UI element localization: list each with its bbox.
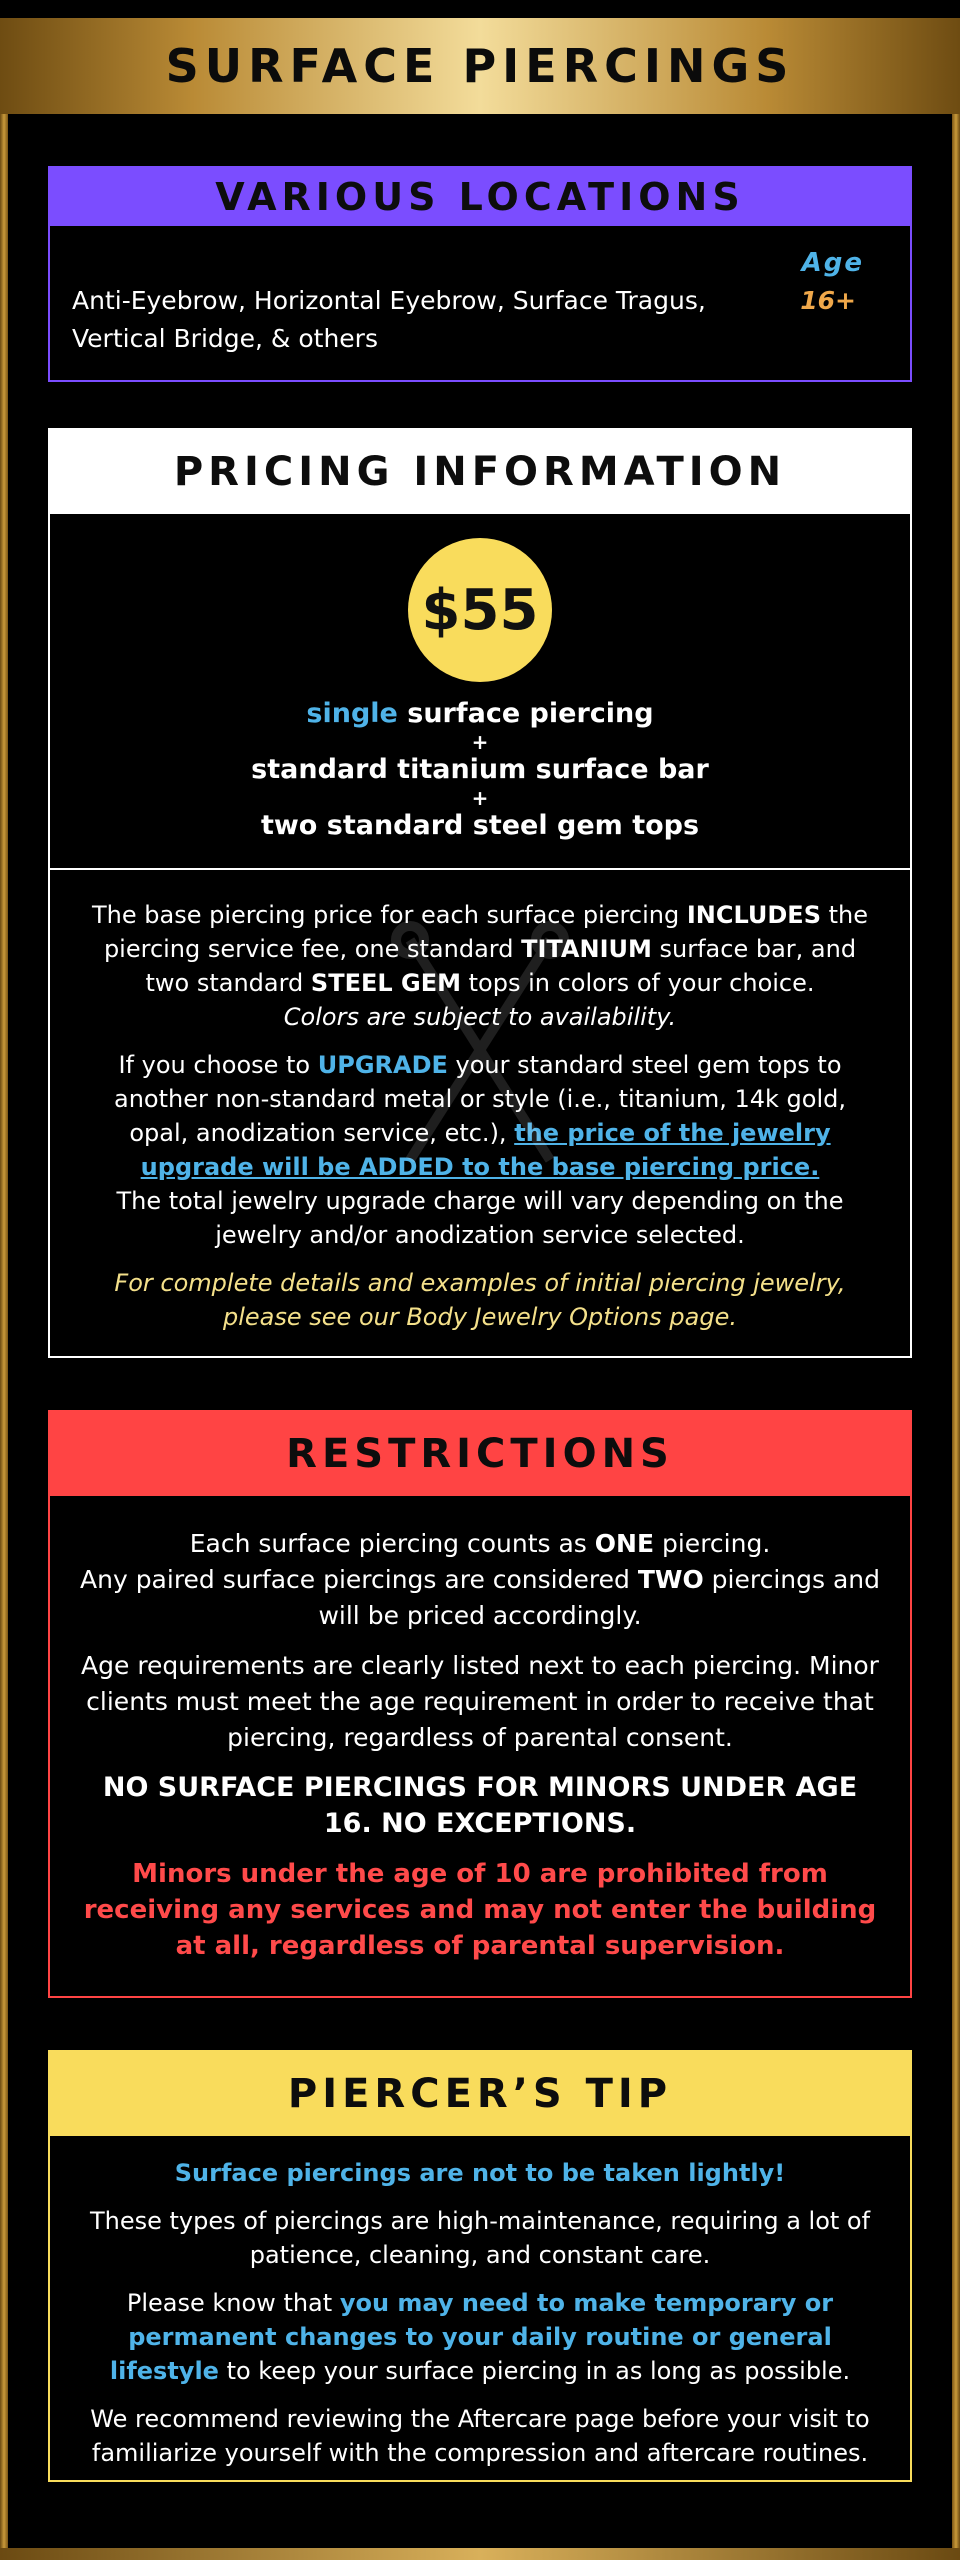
- combo-line-2: standard titanium surface bar: [251, 754, 709, 785]
- piercers-tip-section: [48, 2050, 912, 2482]
- r1-text-d: piercings and will be priced accordingly.: [318, 1565, 880, 1630]
- restrictions-title: RESTRICTIONS: [50, 1412, 910, 1496]
- p1-includes: INCLUDES: [686, 901, 821, 929]
- restrictions-paragraph-2: Age requirements are clearly listed next to each piercing. Minor clients must meet the age requirement in order to receive that piercing, regardless of parental consent.: [81, 1651, 879, 1752]
- restrictions-no-minors: NO SURFACE PIERCINGS FOR MINORS UNDER AGE 16. NO EXCEPTIONS.: [102, 1772, 858, 1839]
- locations-line-1: Anti-Eyebrow, Horizontal Eyebrow, Surface Tragus,: [72, 286, 706, 315]
- r1-text-b: piercing.: [654, 1529, 771, 1558]
- price-badge: $55: [408, 538, 552, 682]
- combo-single: single: [306, 698, 398, 729]
- tip-p2-highlight: you may need to make temporary or permanent changes to your daily routine or general lifestyle: [109, 2289, 834, 2385]
- tip-paragraph-2: [80, 2286, 880, 2388]
- tip-p2-text-b: to keep your surface piercing in as long as possible.: [218, 2357, 851, 2385]
- locations-section: [48, 166, 912, 382]
- p1-text-a: The base piercing price for each surface piercing: [92, 901, 687, 929]
- p2-text-a: If you choose to: [118, 1051, 318, 1079]
- watermark-logo-icon: [380, 920, 580, 1180]
- tip-paragraph-3: We recommend reviewing the Aftercare page before your visit to familiarize yourself with the compression and aftercare routines.: [90, 2405, 870, 2467]
- p2-upgrade: UPGRADE: [317, 1051, 448, 1079]
- tip-body: [50, 2136, 910, 2470]
- p1-steel-gem: STEEL GEM: [310, 969, 461, 997]
- combo-plus-1: +: [471, 730, 489, 754]
- tip-paragraph-1: These types of piercings are high-maintenance, requiring a lot of patience, cleaning, and constant care.: [89, 2207, 871, 2269]
- age-label: Age: [801, 248, 864, 278]
- restrictions-paragraph-1: [80, 1526, 880, 1634]
- pricing-title: PRICING INFORMATION: [50, 430, 910, 514]
- p1-text-c: surface bar, and two standard: [145, 935, 857, 997]
- locations-body: [50, 226, 910, 380]
- r1-one: ONE: [594, 1529, 655, 1558]
- r1-two: TWO: [637, 1565, 704, 1594]
- combo-plus-2: +: [471, 786, 489, 810]
- bottom-bar: [0, 2548, 960, 2560]
- r1-text-a: Each surface piercing counts as: [189, 1529, 595, 1558]
- tip-p2-text-a: Please know that: [126, 2289, 340, 2317]
- jewelry-upgrade-link[interactable]: the price of the jewelry upgrade will be ADDED to the base piercing price.: [140, 1119, 831, 1181]
- combo-line-1: [50, 694, 910, 734]
- combo-line-1-rest: surface piercing: [397, 698, 654, 729]
- pricing-section: [48, 428, 912, 1358]
- page-title: SURFACE PIERCINGS: [165, 39, 795, 93]
- restrictions-under-10: Minors under the age of 10 are prohibited from receiving any services and may not enter the building at all, regardless of parental supervision.: [83, 1859, 877, 1961]
- restrictions-body: [50, 1496, 910, 1964]
- restrictions-section: [48, 1410, 912, 1998]
- p2-text-c: The total jewelry upgrade charge will vary depending on the jewelry and/or anodization service selected.: [116, 1187, 844, 1249]
- p2-text-b: your standard steel gem tops to another non-standard metal or style (i.e., titanium, 14k gold, opal, anodization service, etc.),: [114, 1051, 846, 1147]
- tip-title: PIERCER’S TIP: [50, 2052, 910, 2136]
- price-summary: [50, 514, 910, 870]
- p1-availability-note: Colors are subject to availability.: [283, 1003, 677, 1031]
- locations-list: [72, 282, 772, 358]
- jewelry-options-note: For complete details and examples of initial piercing jewelry, please see our Body Jewelry Options page.: [114, 1269, 846, 1331]
- tip-headline: Surface piercings are not to be taken lightly!: [174, 2159, 786, 2187]
- top-bar: [0, 0, 960, 18]
- header-banner: [0, 18, 960, 114]
- p1-text-b: the piercing service fee, one standard: [103, 901, 868, 963]
- r1-text-c: Any paired surface piercings are considered: [80, 1565, 638, 1594]
- p1-text-d: tops in colors of your choice.: [460, 969, 815, 997]
- locations-title: VARIOUS LOCATIONS: [50, 168, 910, 226]
- locations-line-2: Vertical Bridge, & others: [72, 324, 378, 353]
- age-value: 16+: [800, 286, 856, 315]
- combo-line-3: two standard steel gem tops: [260, 810, 700, 841]
- p1-titanium: TITANIUM: [521, 935, 652, 963]
- price-combo: [50, 694, 910, 846]
- pricing-details: [50, 870, 910, 1334]
